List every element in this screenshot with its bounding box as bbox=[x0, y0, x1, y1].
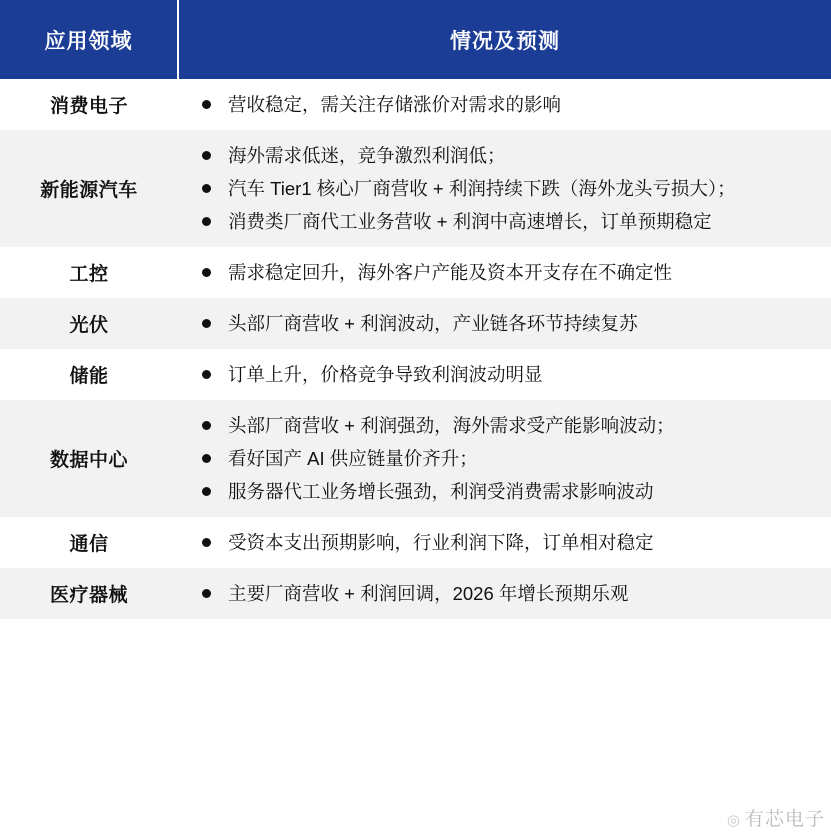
list-item bbox=[192, 308, 813, 339]
point-list bbox=[192, 257, 813, 288]
table-row bbox=[0, 517, 831, 568]
list-item-text: 消费类厂商代工业务营收 + 利润中高速增长，订单预期稳定 bbox=[228, 211, 712, 232]
table-header bbox=[0, 0, 831, 79]
row-description bbox=[178, 298, 831, 349]
list-item-text: 海外需求低迷，竞争激烈利润低； bbox=[228, 145, 506, 166]
list-item-text: 营收稳定，需关注存储涨价对需求的影响 bbox=[228, 94, 562, 115]
row-description bbox=[178, 349, 831, 400]
row-category: 消费电子 bbox=[0, 79, 178, 130]
bullet-icon bbox=[202, 184, 211, 193]
row-description bbox=[178, 568, 831, 619]
row-description bbox=[178, 130, 831, 247]
row-category: 储能 bbox=[0, 349, 178, 400]
list-item bbox=[192, 476, 813, 507]
table-row bbox=[0, 130, 831, 247]
row-category: 光伏 bbox=[0, 298, 178, 349]
bullet-icon bbox=[202, 454, 211, 463]
header-row bbox=[0, 0, 831, 79]
list-item-text: 服务器代工业务增长强劲，利润受消费需求影响波动 bbox=[228, 481, 654, 502]
bullet-icon bbox=[202, 100, 211, 109]
list-item bbox=[192, 443, 813, 474]
table-body bbox=[0, 79, 831, 619]
list-item-text: 汽车 Tier1 核心厂商营收 + 利润持续下跌（海外龙头亏损大）； bbox=[228, 178, 736, 199]
table-row bbox=[0, 247, 831, 298]
list-item bbox=[192, 173, 813, 204]
header-cell-category: 应用领域 bbox=[0, 0, 178, 79]
list-item bbox=[192, 359, 813, 390]
list-item-text: 受资本支出预期影响，行业利润下降，订单相对稳定 bbox=[228, 532, 654, 553]
point-list bbox=[192, 89, 813, 120]
bullet-icon bbox=[202, 319, 211, 328]
row-category: 新能源汽车 bbox=[0, 130, 178, 247]
list-item-text: 看好国产 AI 供应链量价齐升； bbox=[228, 448, 478, 469]
table-row bbox=[0, 79, 831, 130]
list-item bbox=[192, 140, 813, 171]
bullet-icon bbox=[202, 370, 211, 379]
list-item bbox=[192, 89, 813, 120]
point-list bbox=[192, 527, 813, 558]
watermark bbox=[727, 804, 825, 831]
list-item bbox=[192, 527, 813, 558]
point-list bbox=[192, 359, 813, 390]
point-list bbox=[192, 578, 813, 609]
bullet-icon bbox=[202, 268, 211, 277]
bullet-icon bbox=[202, 421, 211, 430]
list-item bbox=[192, 410, 813, 441]
bullet-icon bbox=[202, 538, 211, 547]
row-description bbox=[178, 79, 831, 130]
row-description bbox=[178, 517, 831, 568]
point-list bbox=[192, 410, 813, 507]
point-list bbox=[192, 140, 813, 237]
list-item-text: 头部厂商营收 + 利润强劲，海外需求受产能影响波动； bbox=[228, 415, 675, 436]
list-item-text: 订单上升，价格竞争导致利润波动明显 bbox=[228, 364, 543, 385]
row-category: 医疗器械 bbox=[0, 568, 178, 619]
list-item-text: 头部厂商营收 + 利润波动，产业链各环节持续复苏 bbox=[228, 313, 638, 334]
watermark-icon: ◎ bbox=[726, 812, 741, 829]
bullet-icon bbox=[202, 589, 211, 598]
table-row bbox=[0, 298, 831, 349]
list-item bbox=[192, 206, 813, 237]
watermark-text: 有芯电子 bbox=[744, 809, 825, 830]
table-row bbox=[0, 568, 831, 619]
point-list bbox=[192, 308, 813, 339]
table-row bbox=[0, 349, 831, 400]
header-cell-description: 情况及预测 bbox=[178, 0, 831, 79]
row-category: 数据中心 bbox=[0, 400, 178, 517]
list-item bbox=[192, 257, 813, 288]
table-row bbox=[0, 400, 831, 517]
row-category: 通信 bbox=[0, 517, 178, 568]
list-item-text: 需求稳定回升，海外客户产能及资本开支存在不确定性 bbox=[228, 262, 673, 283]
bullet-icon bbox=[202, 487, 211, 496]
list-item-text: 主要厂商营收 + 利润回调，2026 年增长预期乐观 bbox=[228, 583, 629, 604]
bullet-icon bbox=[202, 151, 211, 160]
row-category: 工控 bbox=[0, 247, 178, 298]
row-description bbox=[178, 400, 831, 517]
row-description bbox=[178, 247, 831, 298]
list-item bbox=[192, 578, 813, 609]
bullet-icon bbox=[202, 217, 211, 226]
